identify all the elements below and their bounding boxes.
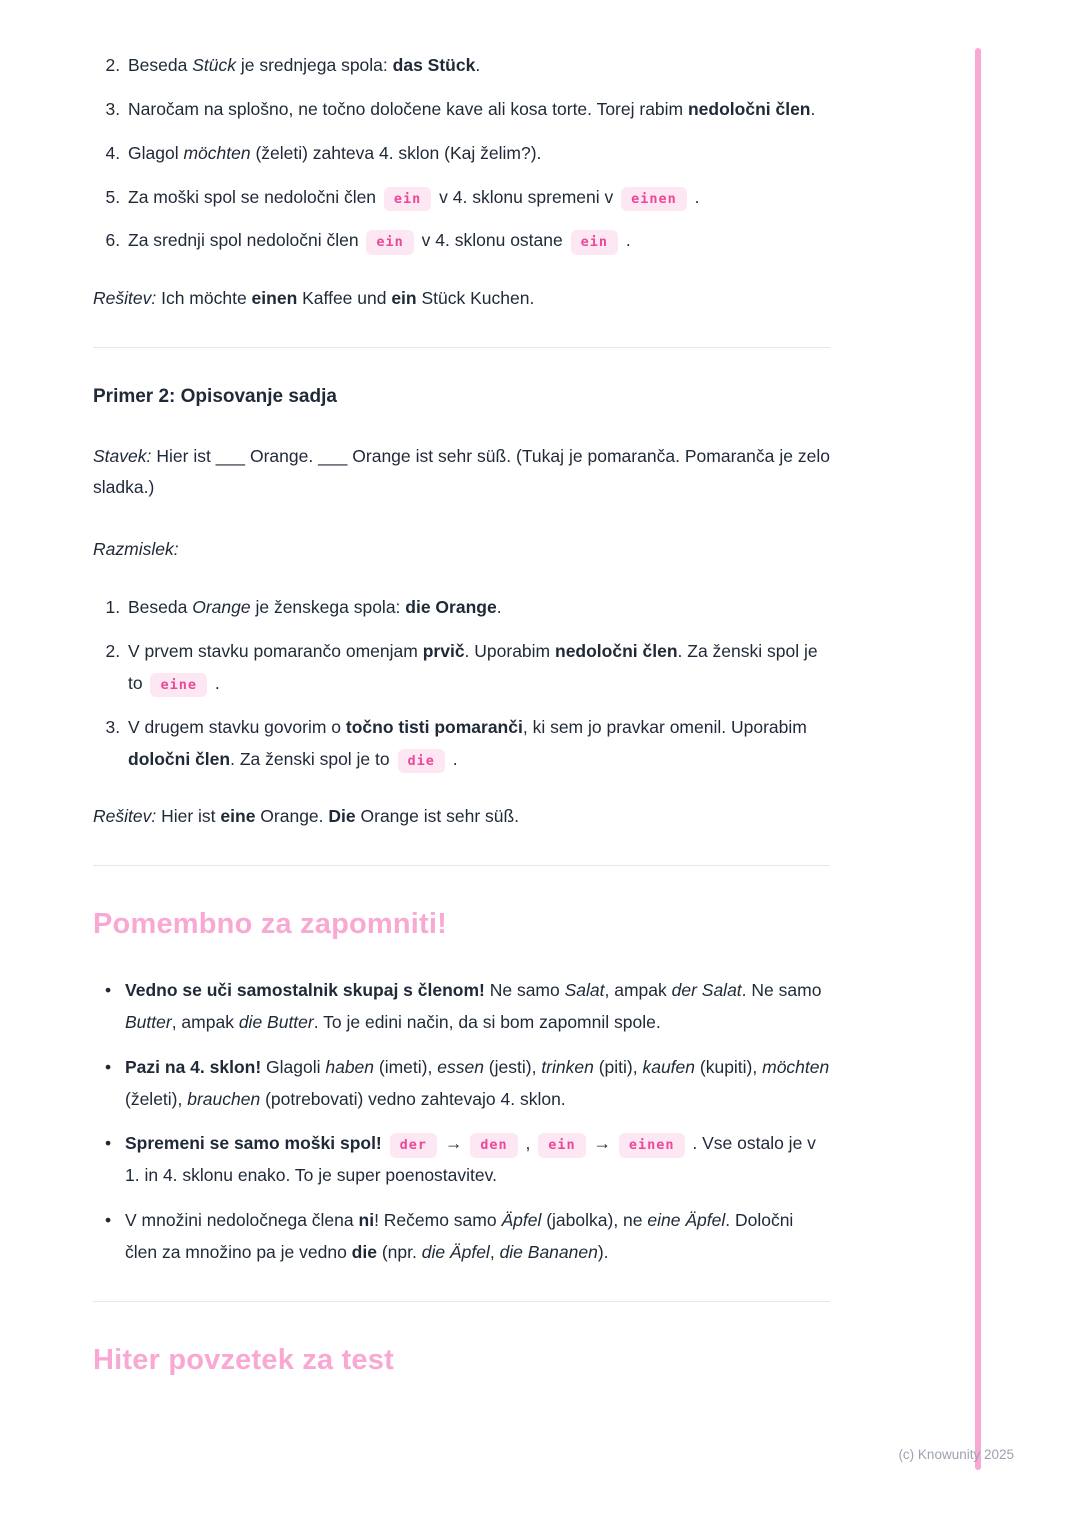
text-segment: die Bananen [499,1241,598,1262]
text-segment: Äpfel [501,1210,542,1231]
text-segment: . [496,597,502,618]
list-item [125,138,830,170]
copyright-footer: (c) Knowunity 2025 [898,1447,1014,1462]
inline-code-chip: ein [366,230,413,254]
text-segment: . [475,55,481,75]
text-segment: Naročam na splošno, ne točno določene kave ali kosa torte. Torej rabim [128,98,688,119]
primer1-resitev [93,283,830,315]
text-segment: eine [220,806,256,827]
text-segment: . Vse ostalo je v 1. in 4. sklonu enako. To je super poenostavitev. [125,1133,816,1186]
text-segment: die Orange [405,597,497,618]
text-segment: Glagoli [261,1056,326,1077]
section-divider [93,865,830,866]
text-segment: . [810,98,816,119]
text-segment: die [351,1241,377,1262]
text-segment: je ženskega spola: [250,597,406,618]
section-divider [93,347,830,348]
list-item [125,1052,830,1116]
list-item [125,712,830,776]
text-segment: določni člen [128,748,231,769]
text-segment: Beseda [128,597,193,618]
text-segment: Rešitev: [93,288,157,309]
text-segment: . Za ženski spol je to [230,748,395,769]
text-segment: Salat [564,980,605,1000]
inline-code-chip: die [398,749,445,773]
inline-code-chip: einen [619,1133,685,1157]
inline-code-chip: den [470,1133,517,1157]
text-segment: nedoločni člen [555,641,678,662]
primer2-stavek [93,441,830,505]
text-segment: Orange. [255,806,329,827]
text-segment: ! Rečemo samo [374,1210,502,1231]
list-item [125,636,830,700]
text-segment: Spremeni se samo moški spol! [125,1133,382,1154]
text-segment: ). [597,1241,609,1262]
inline-code-chip: einen [621,187,687,211]
primer2-resitev [93,801,830,833]
text-segment: ein [391,288,417,309]
text-segment: trinken [541,1056,594,1077]
text-segment: v 4. sklonu ostane [416,230,568,251]
text-segment: . Za ženski spol je to [128,641,818,693]
list-item [125,50,830,82]
text-segment: Ich möchte [156,288,252,309]
text-segment: haben [325,1056,375,1077]
text-segment: Stavek: [93,445,152,466]
text-segment: Razmislek: [93,539,179,560]
text-segment: der Salat [671,980,742,1000]
text-segment: nedoločni člen [687,98,811,119]
list-item [125,592,830,624]
text-segment: essen [437,1056,484,1077]
text-segment: Glagol [128,142,184,163]
primer2-razmislek [93,534,830,566]
text-segment: . Uporabim [464,641,555,662]
text-segment: v 4. sklonu spremeni v [434,186,619,207]
text-segment: Stück [192,55,236,75]
pink-accent-bar [975,48,981,1470]
text-segment: brauchen [187,1088,261,1109]
text-segment: Vedno se uči samostalnik skupaj s členom! [125,980,485,1000]
inline-code-chip: ein [384,187,431,211]
text-segment: V prvem stavku pomarančo omenjam [128,641,423,662]
text-segment: . To je edini način, da si bom zapomnil spole. [313,1011,661,1032]
text-segment: (npr. [376,1241,422,1262]
text-segment: , [520,1133,536,1154]
text-segment: → [440,1133,468,1154]
text-segment: möchten [762,1056,830,1077]
text-segment: točno tisti pomaranči [345,716,523,737]
text-segment: die Äpfel [421,1241,490,1262]
primer2-steps-list [93,592,830,775]
text-segment: (potrebovati) vedno zahtevajo 4. sklon. [260,1088,566,1109]
primer2-heading: Primer 2: Opisovanje sadja [93,386,337,408]
list-item [125,94,830,126]
text-segment [382,1133,387,1153]
text-segment: Rešitev: [93,806,157,827]
pomembno-bullets-list [93,975,830,1269]
povzetek-heading: Hiter povzetek za test [93,1343,394,1376]
list-item [125,1128,830,1192]
text-segment: Ne samo [484,980,565,1000]
text-segment: eine Äpfel [647,1210,726,1231]
text-segment: ni [358,1210,375,1231]
text-segment: prvič [422,641,465,662]
text-segment: , ampak [171,1011,239,1032]
text-segment: möchten [183,142,251,163]
primer1-steps-list [93,50,830,257]
text-segment: Stück Kuchen. [416,288,535,309]
text-segment: . [689,186,700,207]
text-segment: das Stück [392,55,476,75]
inline-code-chip: ein [571,230,618,254]
text-segment: Die [328,806,356,827]
text-segment: . Določni člen za množino pa je vedno [125,1210,794,1262]
text-segment: (želeti), [125,1088,188,1109]
text-segment: (jabolka), ne [541,1210,648,1231]
list-item [125,1205,830,1269]
text-segment: Za moški spol se nedoločni člen [128,186,381,207]
list-item [125,225,830,257]
text-segment: , ki sem jo pravkar omenil. Uporabim [522,716,807,737]
text-segment: Za srednji spol nedoločni člen [128,230,364,251]
text-segment: Orange ist sehr süß. [355,806,520,827]
text-segment: V množini nedoločnega člena [125,1210,359,1231]
inline-code-chip: der [390,1133,437,1157]
text-segment: Hier ist [156,806,221,827]
text-segment: (kupiti), [695,1056,763,1077]
text-segment: . [209,672,220,693]
text-segment: (piti), [593,1056,643,1077]
inline-code-chip: ein [538,1133,585,1157]
text-segment: (imeti), [374,1056,438,1077]
inline-code-chip: eine [150,673,207,697]
text-segment: . Ne samo [741,980,822,1000]
text-segment: → [588,1133,616,1154]
text-segment: (želeti) zahteva 4. sklon (Kaj želim?). [250,142,542,163]
text-segment: , ampak [604,980,672,1000]
text-segment: . [447,748,458,769]
section-divider [93,1301,830,1302]
text-segment: Hier ist ___ Orange. ___ Orange ist sehr süß. (Tukaj je pomaranča. Pomaranča je zelo sladka.) [93,445,830,498]
text-segment: Butter [125,1011,172,1032]
text-segment: , [489,1241,500,1262]
text-segment: Orange [192,597,251,618]
text-segment: je srednjega spola: [236,55,393,75]
text-segment: Kaffee und [297,288,392,309]
text-segment: . [621,230,631,251]
text-segment: V drugem stavku govorim o [128,716,346,737]
text-segment: einen [251,288,298,309]
text-segment: Beseda [128,55,193,75]
text-segment: (jesti), [483,1056,542,1077]
list-item [125,182,830,214]
content-area [93,0,830,1387]
text-segment: die Butter [238,1011,314,1032]
pomembno-heading: Pomembno za zapomniti! [93,908,448,941]
text-segment: Pazi na 4. sklon! [125,1056,262,1077]
list-item [125,975,830,1039]
text-segment: kaufen [642,1056,696,1077]
